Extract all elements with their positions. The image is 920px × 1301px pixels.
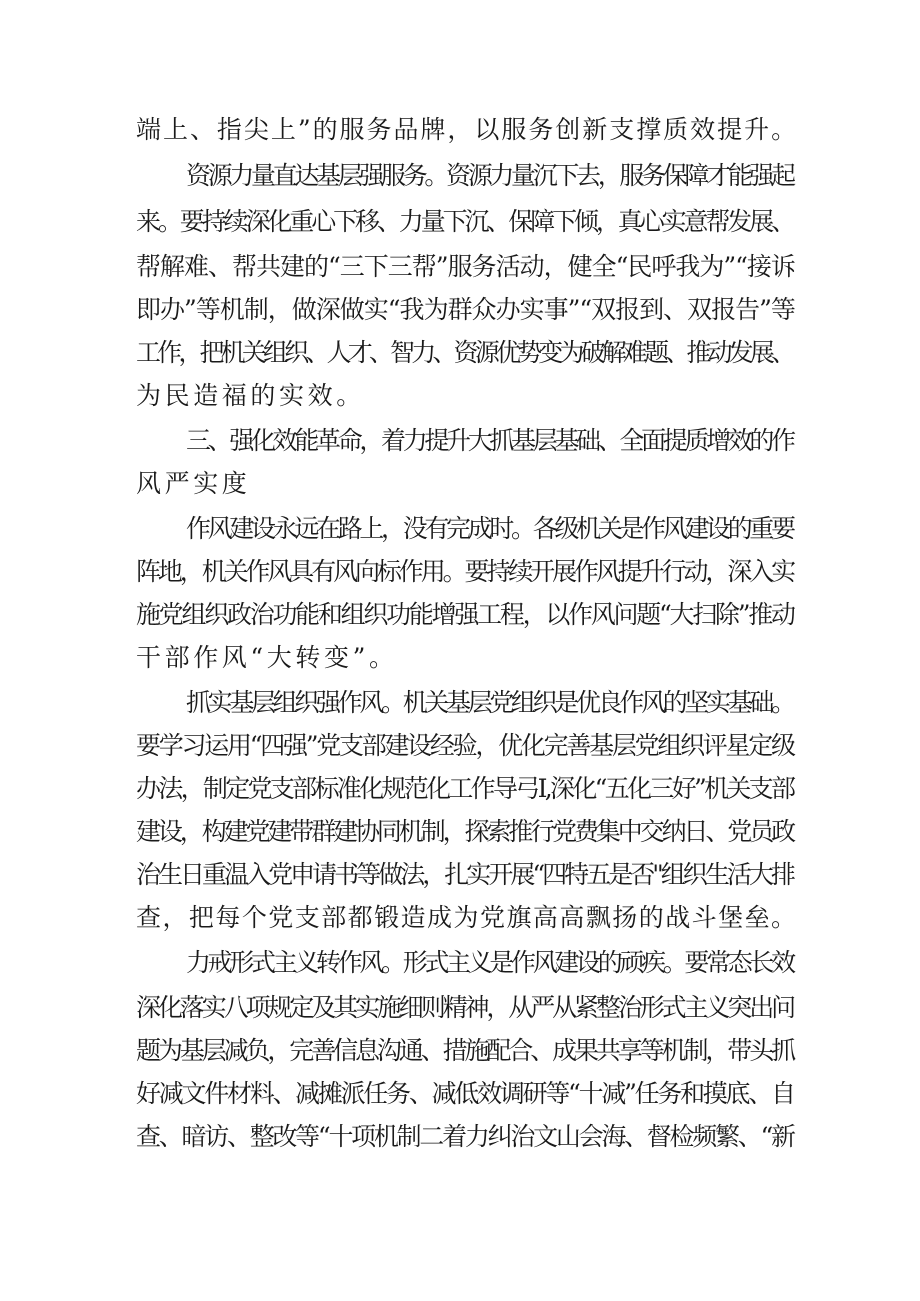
text-line	[0, 1117, 920, 1157]
line-text: 作风建设永远在路上，没有完成时。各级机关是作风建设的重要	[186, 514, 793, 543]
line-text: 治生日重温入党申请书等做法，扎实开展“四特五是否"组织生活大排	[136, 860, 793, 889]
line-text: 建设，构建党建带群建协同机制，探索推行党费集中交纳日、党员政	[136, 817, 794, 846]
line-text: 阵地，机关作风具有风向标作用。要持续开展作风提升行动，深入实	[136, 557, 794, 586]
line-text: 来。要持续深化重心下移、力量下沉、保障下倾，真心实意帮发展、	[136, 207, 794, 236]
text-line	[0, 726, 920, 766]
text-line	[0, 1074, 920, 1114]
line-text: 为民造福的实效。	[136, 381, 365, 410]
text-line	[0, 333, 920, 373]
line-text: 题为基层减负，完善信息沟通、措施配合、成果共享等机制，带头抓	[136, 1036, 794, 1065]
text-line	[0, 683, 920, 723]
line-text: 查，把每个党支部都锻造成为党旗高高飘扬的战斗堡垒。	[136, 903, 798, 932]
line-text: 办法，制定党支部标准化规范化工作导弓I,深化“五化三好”机关支部	[136, 774, 794, 803]
line-text: 抓实基层组织强作风。机关基层党组织是优良作风的坚实基础。	[186, 688, 793, 717]
text-line	[0, 943, 920, 983]
line-text: 查、暗访、整改等“十项机制二着力纠治文山会海、督检频繁、“新	[136, 1122, 794, 1151]
line-text: 施党组织政治功能和组织功能增强工程，以作风问题“大扫除”推动	[136, 600, 794, 629]
text-line	[0, 769, 920, 809]
text-line	[0, 812, 920, 852]
text-line	[0, 421, 920, 461]
text-line	[0, 156, 920, 196]
text-line	[0, 988, 920, 1028]
text-line	[0, 898, 920, 938]
line-text: 三、强化效能革命，着力提升大抓基层基础、全面提质增效的作	[186, 426, 793, 455]
text-line	[0, 110, 920, 150]
text-line	[0, 202, 920, 242]
line-text: 资源力量直达基层强服务。资源力量沉下去，服务保障才能强起	[186, 161, 793, 190]
line-text: 即办”等机制，做深做实“我为群众办实事”“双报到、双报告”等	[136, 295, 795, 324]
line-text: 端上、指尖上”的服务品牌，以服务创新支撑质效提升。	[136, 115, 799, 144]
text-line	[0, 464, 920, 504]
text-line	[0, 1031, 920, 1071]
text-line	[0, 247, 920, 287]
text-line	[0, 855, 920, 895]
line-text: 帮解难、帮共建的“三下三帮”服务活动，健全“民呼我为”“接诉	[136, 252, 795, 281]
line-text: 工作，把机关组织、人才、智力、资源优势变为破解难题、推动发展、	[136, 338, 793, 367]
text-line	[0, 290, 920, 330]
text-line	[0, 595, 920, 635]
text-line	[0, 638, 920, 678]
text-line	[0, 552, 920, 592]
line-text: 力戒形式主义转作风。形式主义是作风建设的顽疾。要常态长效	[186, 948, 793, 977]
line-text: 干部作风“大转变”。	[136, 643, 398, 672]
text-line	[0, 509, 920, 549]
line-text: 风严实度	[136, 469, 251, 498]
line-text: 好减文件材料、减摊派任务、减低效调研等“十减”任务和摸底、自	[136, 1079, 794, 1108]
line-text: 要学习运用“四强”党支部建设经验，优化完善基层党组织评星定级	[136, 731, 794, 760]
line-text: 深化落实八项规定及其实施细则精神，从严从紧整治形式主义突出问	[136, 993, 794, 1022]
text-line	[0, 376, 920, 416]
